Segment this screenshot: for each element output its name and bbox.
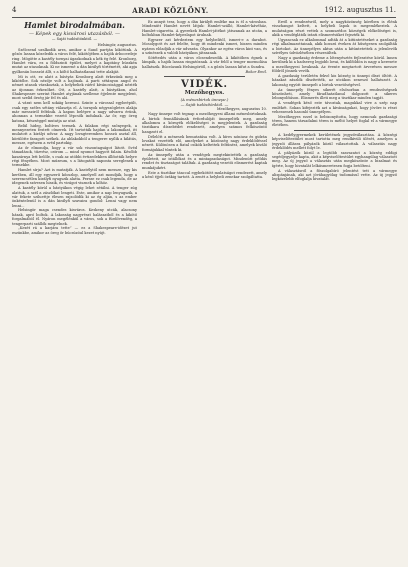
paragraph: Helsingör, augusztus. (97, 43, 137, 47)
article-byline: — Saját tudósítónktól. — (51, 37, 98, 41)
paragraph: „Kezét rá a karjára tette” — ez a Shakespeare-idézet jut eszünkbe, amikor az öreg őr búcsúzóul kezet nyújt. (12, 226, 137, 235)
paragraph: Az ünnepély után a vendégek megtekintették a gazdaság épületeit, az istállókat és a mintagazdaságot. Mindenütt példás rendet és tisztaságot találtak. A gazdaság vezetői elismerést kaptak munkájukért. (142, 152, 267, 170)
article-signature: Bokor Emil. (245, 69, 267, 74)
paragraph: Mezőhegyes, augusztus 10. (216, 107, 267, 112)
paragraph: Sötétedés után a város elcsendesedik. A kikötőben égnek a lámpák, a hajók lassan ringatóznak. A vár felől a tenger mormolása hallatszik. Búcsúzunk Helsingörtől, s a gőzös lassan kifut a Sundra. (142, 55, 267, 69)
section-subheading: Mezőhegyes. (184, 90, 225, 97)
paragraph: Az őr elmondja, hogy a vár sok viszontagságot látott. Svéd támadások, tűzvész, ostrom — mind nyomot hagyott falain. Később kaszárnya lett belőle, s csak az utóbbi évtizedekben állították helyre régi fényében. Most múzeum, s a látogatók naponta sereglenek a termekbe. (12, 145, 137, 168)
article-subtitle: — Képek egy kisvárosi utazásból. — (28, 31, 121, 37)
section-note: (A ménesbirtok ünnepe.) (180, 97, 229, 103)
journal-title: ARADI KÖZLÖNY. (132, 5, 209, 15)
paragraph: A kastély körül a bástyákon végig lehet sétálni. A tenger zúg alattuk, a szél a zászlókat lengeti. Este, amikor a nap lenyugszik, a vár fekete sziluettje élesen rajzolódik ki az ég alján, s az ember önkéntelenül is a dán királyfi szavaira gondol: Lenni vagy nem lenni... (12, 186, 137, 208)
column-1 (12, 20, 137, 561)
paragraph: Helsingör maga csendes kisváros. Keskeny utcák, alacsony házak, apró boltok. A lakosság nagyrészt halászatból és a kikötő forgalmából él. Nyáron megélénkül a város, sok a fürdővendég, a tengerparti szállók megtelnek. (12, 208, 137, 226)
page-number: 4 (12, 6, 17, 14)
paragraph: A vendégek késő este távoztak, magukkal vive a szép nap emlékét. Sokan kifejezték azt a kívánságukat, hogy jövőre is részt vehessenek hasonló ünnepélyen. (272, 101, 397, 114)
paragraph: Belül hideg, boltíves termek. A falakon régi szőnyegek, a mennyezeten festett címerek. Itt tartották hajdan a lakomákat, itt mulatott a királyi udvar. A nagy lovagteremben hosszú asztal áll, körülötte faragott székek. Az ablakokból a tengerre nyílik a kilátás, messze, egészen a svéd partokig. (12, 123, 137, 145)
header-rule (12, 17, 396, 18)
section-divider (294, 130, 375, 131)
column-3 (272, 20, 397, 561)
paragraph: Este a tisztikar tánccal egybekötött mulatságot rendezett, amely a késő éjjeli órákig tartott. A zenét a helybeli zenekar szolgáltatta. (142, 170, 267, 179)
paragraph: Ugyancsak ez alkalommal adták át a kitüntetéseket a gazdaság régi alkalmazottainak, akik hosszú éveken át hűségesen szolgálták a birtokot. Az ünnepélyes aktus után a kitüntetettek a jelenlevők szívélyes üdvözlésében részesültek. (272, 37, 397, 55)
paragraph: Az ünnepély fényes sikerét elsősorban a rendezőségnek köszönheti, amely fáradhatatlanul dolgozott a sikeres lebonyolításon. Elismerés illeti meg a tisztikar minden tagját. (272, 87, 397, 101)
column-2 (142, 20, 267, 561)
paragraph: A választásról a főszolgabíró jelentést tett a vármegye alispánjának, aki azt jóváhagyólag tudomásul vette. Az új jegyző legközelebb elfoglalja hivatalát. (272, 168, 397, 182)
section-divider (164, 76, 245, 77)
paragraph: Mezőhegyes ezzel is bebizonyította, hogy nemcsak gazdasági téren, hanem társadalmi téren is méltó helyet foglal el a vármegye életében. (272, 114, 397, 128)
paragraph: Nagy ünnepe volt tegnap a mezőhegyesi állami ménesbirtoknak. A birtok fennállásának évfordulóját ünnepelték meg, amely alkalomra a környék előkelőségei is megjelentek. A gazdaság tisztikara díszebédet rendezett, amelyen számos felköszöntő hangzott el. (142, 112, 267, 134)
paragraph: A gazdaság területén fekvő kis község is ünnepi díszt öltött. A házakat zászlók díszítették, az utcákon zeneszó hallatszott. A lakosság együtt ünnepelt a birtok vezetőségével. (272, 73, 397, 87)
paragraph: A várat nem kell sokáig keresni. Szinte a várossal egybeépült, csak egy széles sétány választja el. A tornyok négyszögletes alakja már messziről feltűnik. A kapun belépve a nagy udvarra érünk, ahonnan a termekbe vezető lépcsők indulnak. Az őr, egy öreg katona, készséggel mutatja az utat. (12, 101, 137, 123)
issue-date: 1912. augusztus 11. (324, 6, 396, 14)
page-header (12, 4, 396, 16)
paragraph: Szélcsend uralkodik arra, amikor a Sund partján kikötünk. A gőzös lassan közeledik a város felé, kikötőjében a hajók árbocerdeje ring. Mögötte a kastély tornyai ágaskodnak a kék ég felé. Kronborg, Hamlet vára, ez a földszinti épület, melyet a kapitány büszkén mutat az utasoknak. Ki ne ismerné a dán királyfi történetét, aki apja gyilkosán bosszút állt, s a költő halhatatlanná tette alakját. (12, 47, 137, 74)
article-title: Hamlet birodalmában. (24, 20, 125, 30)
section-byline: — Saját tudósítónktól. — (180, 102, 229, 108)
paragraph: Ez annyit tesz, hogy a dán királyfi emléke ma is él a városban. Mindenütt Hamlet nevét látjuk: Hamlet-szálló, Hamlet-kávéház, Hamlet-cigaretta. A gyerekek Hamlet-játékot játszanak az utcán, a boltokban Hamlet-képeslapot árulnak. (142, 20, 267, 38)
paragraph: Hamlet sírja? Azt is mutatják. A kastélytól nem messze, egy kis kertben, áll egy egyszerű kőoszlop, amelyről azt mondják, hogy a szerencsétlen királyfi nyugszik alatta. Persze ez csak legenda, de az idegenek szívesen hiszik, és virágot visznek a kőhöz. (12, 168, 137, 186)
section-heading: VIDÉK. (181, 79, 228, 91)
paragraph: A pályázók közül a legtöbb szavazatot a község eddigi segédjegyzője kapta, akit a képviselőtestület egyhangúlag választott meg. Az új jegyző a választás után megköszönte a bizalmat és ígérte, hogy hivatalát lelkiismeretesen fogja betölteni. (272, 150, 397, 168)
paragraph: Egyszer azt kérdeztem egy helybelitől, ismeri-e a darabot. Mosolygott és azt felelte, hogy itt mindenki ismeri, hiszen minden nyáron előadják a vár udvarán. Olyankor az egész város kint van, és a színészek a valódi bástyákon játszanak. (142, 37, 267, 55)
paragraph: Nagy a gazdaság érdeme a lótenyésztés fejlesztése körül. Innen kerülnek ki a hadsereg legjobb lovai, és külföldön is nagy a keresete a mezőhegyesi lovaknak. Az évente megtartott árverésen messze földről jönnek vevők. (272, 55, 397, 73)
paragraph: Délelőtt a ménesek bemutatása volt. A híres nóniusz és gidrán lovakat vezették elő, amelyeket a közönség nagy érdeklődéssel nézett. Különösen a fiatal csikók keltettek feltűnést, amelyek kiváló formájukkal tűntek ki. (142, 134, 267, 152)
paragraph: A kedélygyermekek kerületének jegyzőválasztása. A községi képviselőtestület most tartotta meg rendkívüli ülését, amelyen a jegyzői állásra pályázók közül választottak. A választás nagy érdeklődés mellett folyt le. (272, 132, 397, 150)
paragraph: Erről a rendezésről, mely a nagyközönség körében is élénk visszhangot keltett, a helybeli lapok is megemlékeztek. A mulatságon részt vettek a szomszédos községek előkelőségei is, akik a vendéglátók iránti elismerésüket fejezték ki. (272, 20, 397, 38)
paragraph: Mi is ott, ez alatt a bástyás Kronborg alatt érkezünk meg a kikötőbe. Sok nézője volt a hajónak. A parti sétányon angol és német utasok várakoztak, a helybeliek ráérő kíváncsisággal nézték az újonnan érkezőket. Ott, a kastély alatt, a bástyákon, ahol Shakespeare szerint Hamlet atyjának szelleme éjjelente megjelent, most szelíd őrség jár fel és alá. (12, 74, 137, 101)
